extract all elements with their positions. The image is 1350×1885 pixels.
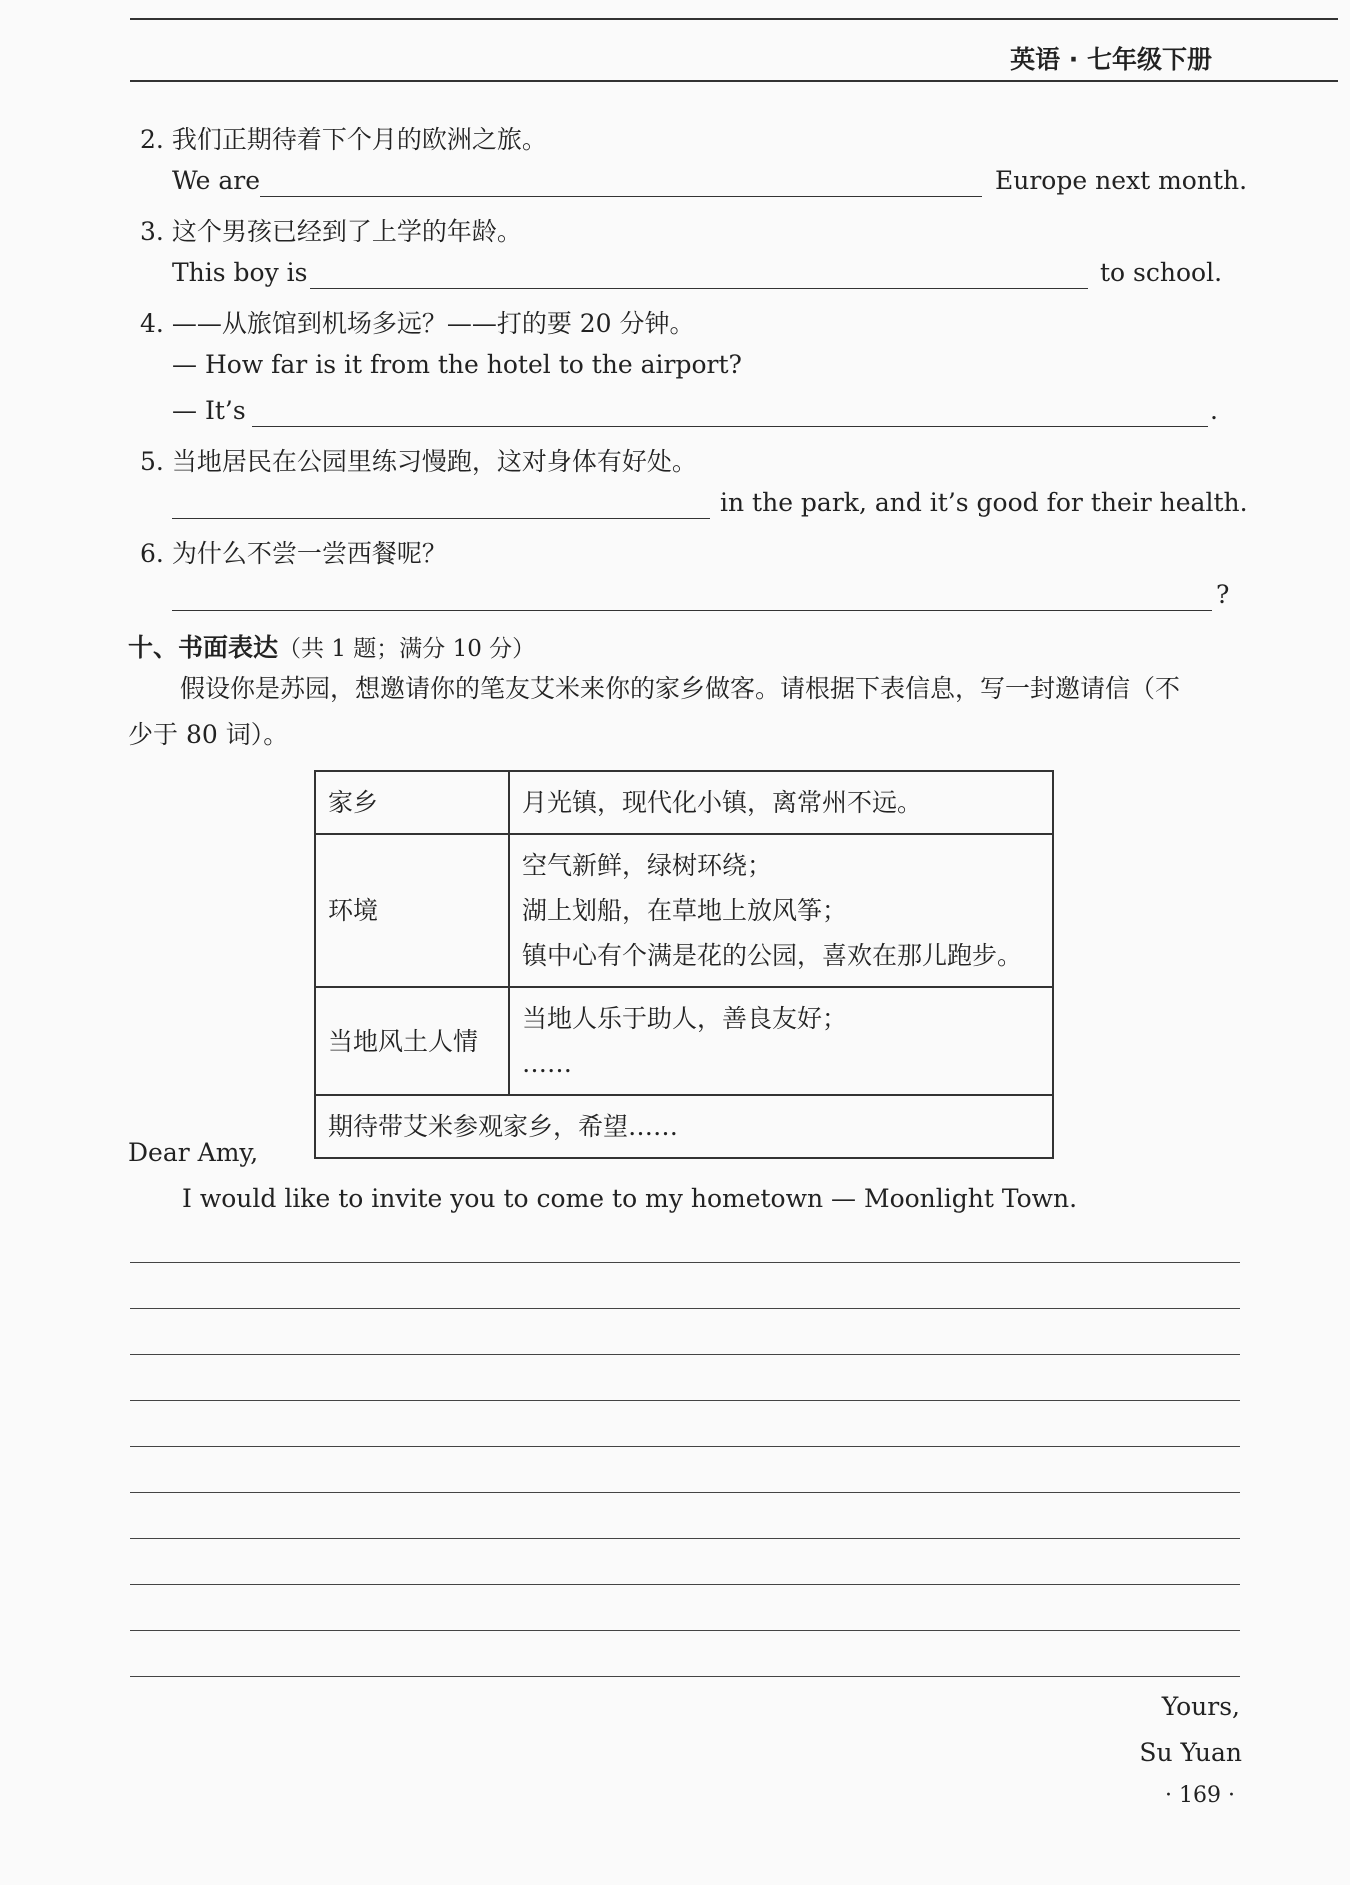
question-3-prefix: This boy is — [172, 258, 308, 287]
answer-blank-6[interactable] — [172, 610, 1212, 611]
question-2-prefix: We are — [172, 166, 261, 195]
question-number: 4. — [140, 309, 164, 338]
question-number: 6. — [140, 539, 164, 568]
question-text: ——从旅馆到机场多远？——打的要 20 分钟。 — [171, 309, 695, 338]
running-header: 英语 · 七年级下册 — [1010, 45, 1212, 74]
prompt-line-1: 假设你是苏园，想邀请你的笔友艾米来你的家乡做客。请根据下表信息，写一封邀请信（不 — [180, 674, 1181, 703]
question-5-suffix: in the park, and it’s good for their health. — [720, 488, 1248, 517]
table-row — [315, 1095, 1053, 1158]
writing-line[interactable] — [130, 1538, 1240, 1539]
question-4-prefix: — It’s — [172, 396, 246, 425]
section-heading: 十、书面表达 — [128, 633, 279, 662]
prompt-line-2: 少于 80 词）。 — [128, 720, 289, 749]
answer-blank-4[interactable] — [252, 426, 1208, 427]
answer-blank-3[interactable] — [310, 288, 1088, 289]
table-key: 家乡 — [315, 771, 509, 834]
answer-blank-2[interactable] — [260, 196, 982, 197]
question-6-chinese — [140, 534, 447, 570]
table-value-line: 月光镇，现代化小镇，离常州不远。 — [522, 788, 923, 817]
table-value-line: 空气新鲜，绿树环绕； — [522, 851, 773, 880]
writing-line[interactable] — [130, 1676, 1240, 1677]
letter-closing: Yours, — [1161, 1692, 1240, 1721]
header-rule-top — [130, 18, 1338, 20]
writing-line[interactable] — [130, 1630, 1240, 1631]
section-score-note: （共 1 题；满分 10 分） — [278, 636, 536, 662]
table-value — [509, 771, 1053, 834]
question-4-english: — How far is it from the hotel to the airport? — [172, 350, 742, 379]
question-6-suffix: ? — [1216, 580, 1230, 609]
writing-line[interactable] — [130, 1308, 1240, 1309]
letter-signature: Su Yuan — [1139, 1738, 1242, 1767]
answer-blank-5[interactable] — [172, 518, 710, 519]
table-row — [315, 834, 1053, 987]
page-number: · 169 · — [1165, 1783, 1235, 1808]
info-table — [314, 770, 1054, 1159]
writing-line[interactable] — [130, 1492, 1240, 1493]
table-row — [315, 987, 1053, 1095]
question-2-chinese — [140, 120, 547, 156]
table-value — [509, 834, 1053, 987]
question-text: 为什么不尝一尝西餐呢？ — [171, 539, 447, 568]
table-footer: 期待带艾米参观家乡，希望…… — [315, 1095, 1053, 1158]
writing-line[interactable] — [130, 1446, 1240, 1447]
question-5-chinese — [140, 442, 697, 478]
question-text: 当地居民在公园里练习慢跑，这对身体有好处。 — [171, 447, 697, 476]
question-number: 3. — [140, 217, 164, 246]
header-rule-bottom — [130, 80, 1338, 82]
question-3-chinese — [140, 212, 522, 248]
question-4-chinese — [140, 304, 695, 340]
writing-line[interactable] — [130, 1354, 1240, 1355]
section-title — [128, 628, 535, 664]
table-value-line: 当地人乐于助人，善良友好； — [522, 1004, 848, 1033]
writing-line[interactable] — [130, 1584, 1240, 1585]
letter-opening: I would like to invite you to come to my hometown — Moonlight Town. — [182, 1184, 1078, 1213]
writing-line[interactable] — [130, 1262, 1240, 1263]
table-value-line: 湖上划船，在草地上放风筝； — [522, 896, 848, 925]
table-value — [509, 987, 1053, 1095]
question-2-suffix: Europe next month. — [995, 166, 1248, 195]
writing-line[interactable] — [130, 1400, 1240, 1401]
question-number: 5. — [140, 447, 164, 476]
question-text: 我们正期待着下个月的欧洲之旅。 — [171, 125, 547, 154]
table-value-line: …… — [522, 1049, 572, 1078]
question-4-suffix: . — [1210, 396, 1218, 425]
table-key: 环境 — [315, 834, 509, 987]
question-text: 这个男孩已经到了上学的年龄。 — [171, 217, 522, 246]
letter-greeting: Dear Amy, — [128, 1138, 259, 1167]
question-number: 2. — [140, 125, 164, 154]
table-row — [315, 771, 1053, 834]
table-key: 当地风土人情 — [315, 987, 509, 1095]
table-value-line: 镇中心有个满是花的公园，喜欢在那儿跑步。 — [522, 941, 1023, 970]
question-3-suffix: to school. — [1100, 258, 1223, 287]
